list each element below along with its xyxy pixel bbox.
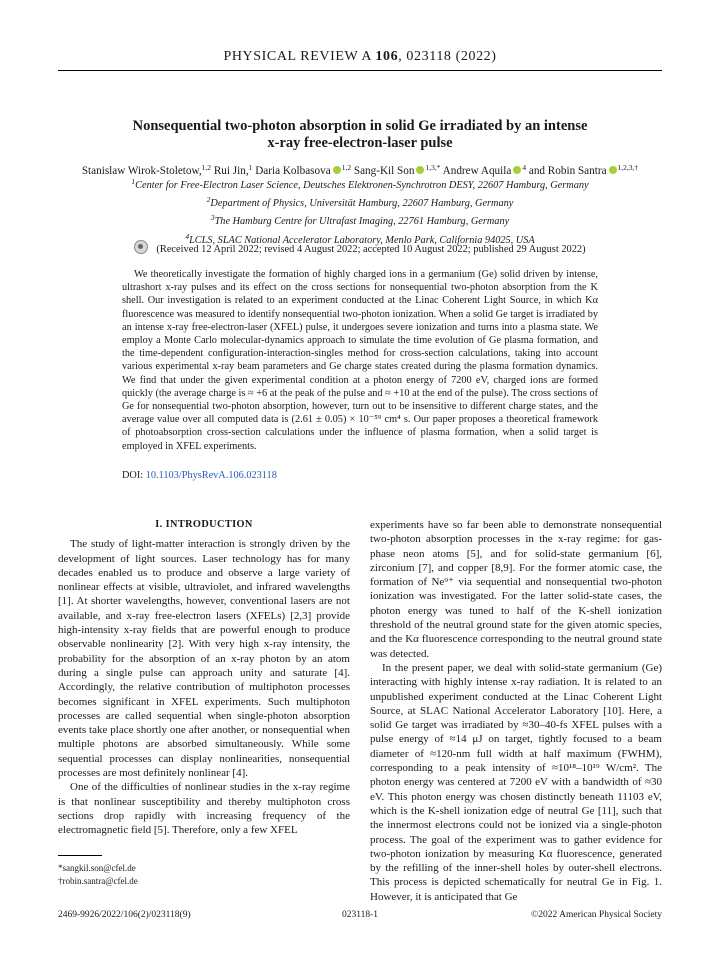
affiliation-text: Department of Physics, Universität Hamburg, 22607 Hamburg, Germany — [210, 198, 514, 210]
page-number: 023118-1 — [341, 910, 379, 920]
abstract: We theoretically investigate the formation of highly charged ions in a germanium (Ge) solid driven by intense, ultrashort x-ray pulses and its effect on the cross sections for nonsequential two-photon absorption from the K shell. Our investigation is related to an experiment conducted at the Linac Coherent Light Source, in which Kα fluorescence was measured to identify nonsequential two-photon ionization. When a solid Ge target is irradiated by an intense x-ray free-electron-laser (XFEL) pulse, it undergoes severe ionization and turns into a plasma state. We employ a Monte Carlo molecular-dynamics approach to simulate the time evolution of Ge plasma formation, and the time-dependent configuration-interaction-singles method for cross-section calculations, taking into account various experimental x-ray beam parameters and Ge charge states created during the plasma formation dynamics. We find that under the given experimental condition at a photon energy of 7200 eV, charged ions are formed quickly (the average charge is ≈ +6 at the peak of the pulse and ≈ +10 at the end of the pulse). The cross sections of Ge for nonsequential two-photon absorption, however, turn out to be insensitive to different charge states, and the average value over all computed data is (2.61 ± 0.05) × 10⁻⁵⁹ cm⁴ s. Our paper proposes a theoretical framework of photoabsorption cross-section calculations under the influence of plasma formation, when a solid target is employed in XFEL experiments. — [122, 269, 598, 452]
paragraph: The study of light-matter interaction is strongly driven by the development of light sources. Laser technology has for many decades enabled us to produce and observe a large variety of nonlinear effects at visible, ultraviolet, and infrared wavelengths [1]. At shorter wavelengths, however, conventional lasers are not available, and x-ray free-electron lasers (XFELs) [2,3] provide high-intensity x-ray fields that are powerful enough to produce observable nonlinearity [2]. With very high x-ray intensity, the probability for the absorption of an x-ray photon by an atom during a single pulse can approach unity and saturate [4]. Accordingly, the relative contribution of multiphoton processes becomes significant in XFEL experiments. Such multiphoton processes are called sequential when single-photon absorption events take place shortly one after another, or nonsequential when multiple photons are absorbed simultaneously. While some sequential processes can display nonlinearities, nonsequential processes are most definitely nonlinear [4]. — [58, 538, 350, 780]
copyright: ©2022 American Physical Society — [531, 910, 662, 920]
article-number: , 023118 (2022) — [398, 49, 497, 64]
received-dates — [0, 240, 720, 255]
paragraph: experiments have so far been able to demonstrate nonsequential two-photon absorption processes in the x-ray regime: for gas-phase neon atoms [5], and for solid-state germanium [6], zirconium [7], and copper [8,9]. For the former atomic case, the formation of Ne⁹⁺ via sequential and nonsequential two-photon ionization was investigated. For the latter solid-state cases, the photon energy was tuned to half of the K-shell ionization threshold of the neutral ground state for the given atomic species, and the Kα fluorescence corresponding to the neutral ground state was detected. — [370, 519, 662, 660]
author-name: Daria Kolbasova — [252, 165, 331, 177]
author-name: Andrew Aquila — [440, 165, 512, 177]
right-column — [370, 518, 662, 904]
author-affiliation-marker: 1,3,* — [425, 163, 441, 172]
author-affiliation-marker: 1,2 — [341, 163, 352, 172]
orcid-icon[interactable] — [609, 166, 617, 174]
author-affiliation-marker: 1 — [248, 163, 253, 172]
author-name: and Robin Santra — [526, 165, 607, 177]
author-affiliation-marker: 1,2,3,† — [617, 163, 639, 172]
doi-link[interactable]: 10.1103/PhysRevA.106.023118 — [145, 470, 277, 481]
author-affiliation-marker: 4 — [522, 163, 527, 172]
doi-label: DOI: — [122, 470, 146, 481]
affiliation-text: LCLS, SLAC National Accelerator Laboratory, Menlo Park, California 94025, USA — [189, 234, 535, 246]
footnotes — [58, 862, 138, 888]
paper-title — [80, 118, 640, 152]
affiliation-marker: 1 — [131, 177, 136, 186]
issn-code: 2469-9926/2022/106(2)/023118(9) — [58, 910, 191, 920]
section-heading: I. INTRODUCTION — [155, 519, 253, 530]
doi-line — [122, 470, 277, 481]
journal-volume: 106 — [375, 49, 399, 64]
title-line-1: Nonsequential two-photon absorption in solid Ge irradiated by an intense — [132, 118, 588, 134]
title-line-2: x-ray free-electron-laser pulse — [267, 135, 453, 151]
footnote-email[interactable]: *sangkil.son@cfel.de — [58, 863, 136, 873]
affiliation — [40, 175, 680, 193]
orcid-icon[interactable] — [513, 166, 521, 174]
author-affiliation-marker: 1,2 — [201, 163, 212, 172]
journal-name: PHYSICAL REVIEW A — [223, 49, 376, 64]
left-column — [58, 518, 350, 838]
orcid-icon[interactable] — [416, 166, 424, 174]
affiliation-marker: 3 — [210, 213, 215, 223]
footnote-rule — [58, 855, 102, 856]
affiliation-list — [40, 175, 680, 248]
paragraph: One of the difficulties of nonlinear studies in the x-ray regime is that nonlinear susceptibility and thereby multiphoton cross sections drop rapidly with increasing frequency of the electromagnetic field [5]. Therefore, only a few XFEL — [58, 781, 350, 837]
received-text: (Received 12 April 2022; revised 4 August 2022; accepted 10 August 2022; published 29 August 2022) — [156, 244, 586, 255]
paragraph: In the present paper, we deal with solid-state germanium (Ge) interacting with highly intense x-ray radiation. It is related to an unpublished experiment conducted at the Linac Coherent Light Source, at SLAC National Accelerator Laboratory [10]. Here, a solid Ge target was irradiated by ≈30–40-fs XFEL pulses with a pulse energy of ≈14 μJ on target, tightly focused to a beam diameter of ≈120-nm full width at half maximum (FWHM), corresponding to a peak intensity of ≈10¹⁸–10¹⁹ W/cm². The photon energy was centered at 7200 eV with a bandwidth of ≈30 eV. This photon energy was chosen distinctly beneath 11103 eV, which is the K-shell ionization edge of neutral Ge [11], such that the innermost electrons could not be ionized via a single-photon process. The goal of the experiment was to gather evidence for two-photon ionization by measuring Kα fluorescence, generated by the refilling of the inner-shell holes by outer-shell electrons. This process is depicted schematically for neutral Ge in Fig. 1. However, it is anticipated that Ge — [370, 661, 662, 903]
check-for-updates-icon[interactable] — [134, 240, 148, 254]
affiliation-marker: 2 — [206, 195, 211, 205]
affiliation-marker: 4 — [185, 231, 190, 241]
orcid-icon[interactable] — [333, 166, 341, 174]
affiliation — [40, 193, 680, 211]
affiliation — [40, 211, 680, 229]
header-rule — [58, 70, 662, 71]
author-name: Rui Jin, — [211, 165, 249, 177]
author-name: Stanislaw Wirok-Stoletow, — [81, 165, 202, 177]
author-name: Sang-Kil Son — [351, 165, 415, 177]
affiliation-text: The Hamburg Centre for Ultrafast Imaging, 22761 Hamburg, Germany — [214, 216, 510, 228]
journal-header — [0, 49, 720, 65]
affiliation-text: Center for Free-Electron Laser Science, Deutsches Elektronen-Synchrotron DESY, 22607 Hamburg, Germany — [135, 180, 589, 191]
footnote-email[interactable]: †robin.santra@cfel.de — [58, 876, 138, 886]
